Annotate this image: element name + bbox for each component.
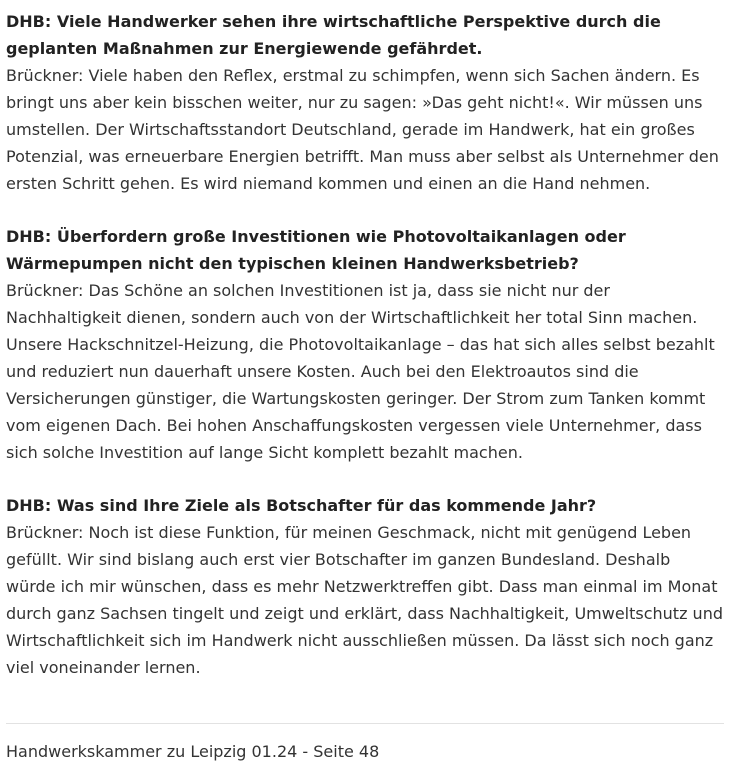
interview-block-1 [6,8,724,197]
footer-source: Handwerkskammer zu Leipzig 01.24 - Seite 48 [6,742,380,761]
footer-divider [6,723,724,724]
interview-question: DHB: Viele Handwerker sehen ihre wirtschaftliche Perspektive durch die geplanten Maßnahmen zur Energiewende gefährdet. [6,12,661,58]
interview-answer: Brückner: Das Schöne an solchen Investitionen ist ja, dass sie nicht nur der Nachhaltigkeit dienen, sondern auch von der Wirtschaftlichkeit her total Sinn machen. Unsere Hackschnitzel-Heizung, die Photovoltaikanlage – das hat sich alles selbst bezahlt und reduziert nun dauerhaft unsere Kosten. Auch bei den Elektroautos sind die Versicherungen günstiger, die Wartungskosten geringer. Der Strom zum Tanken kommt vom eigenen Dach. Bei hohen Anschaffungskosten vergessen viele Unternehmer, dass sich solche Investition auf lange Sicht komplett bezahlt machen. [6,281,715,462]
interview-answer: Brückner: Noch ist diese Funktion, für meinen Geschmack, nicht mit genügend Leben gefüllt. Wir sind bislang auch erst vier Botschafter im ganzen Bundesland. Deshalb würde ich mir wünschen, dass es mehr Netzwerktreffen gibt. Dass man einmal im Monat durch ganz Sachsen tingelt und zeigt und erklärt, dass Nachhaltigkeit, Umweltschutz und Wirtschaftlichkeit sich im Handwerk nicht ausschließen müssen. Da lässt sich noch ganz viel voneinander lernen. [6,523,723,677]
interview-block-2 [6,223,724,466]
interview-question: DHB: Überfordern große Investitionen wie Photovoltaikanlagen oder Wärmepumpen nicht den typischen kleinen Handwerksbetrieb? [6,227,626,273]
interview-question: DHB: Was sind Ihre Ziele als Botschafter für das kommende Jahr? [6,496,597,515]
interview-block-3 [6,492,724,681]
interview-answer: Brückner: Viele haben den Reflex, erstmal zu schimpfen, wenn sich Sachen ändern. Es bringt uns aber kein bisschen weiter, nur zu sagen: »Das geht nicht!«. Wir müssen uns umstellen. Der Wirtschaftsstandort Deutschland, gerade im Handwerk, hat ein großes Potenzial, was erneuerbare Energien betrifft. Man muss aber selbst als Unternehmer den ersten Schritt gehen. Es wird niemand kommen und einen an die Hand nehmen. [6,66,719,193]
